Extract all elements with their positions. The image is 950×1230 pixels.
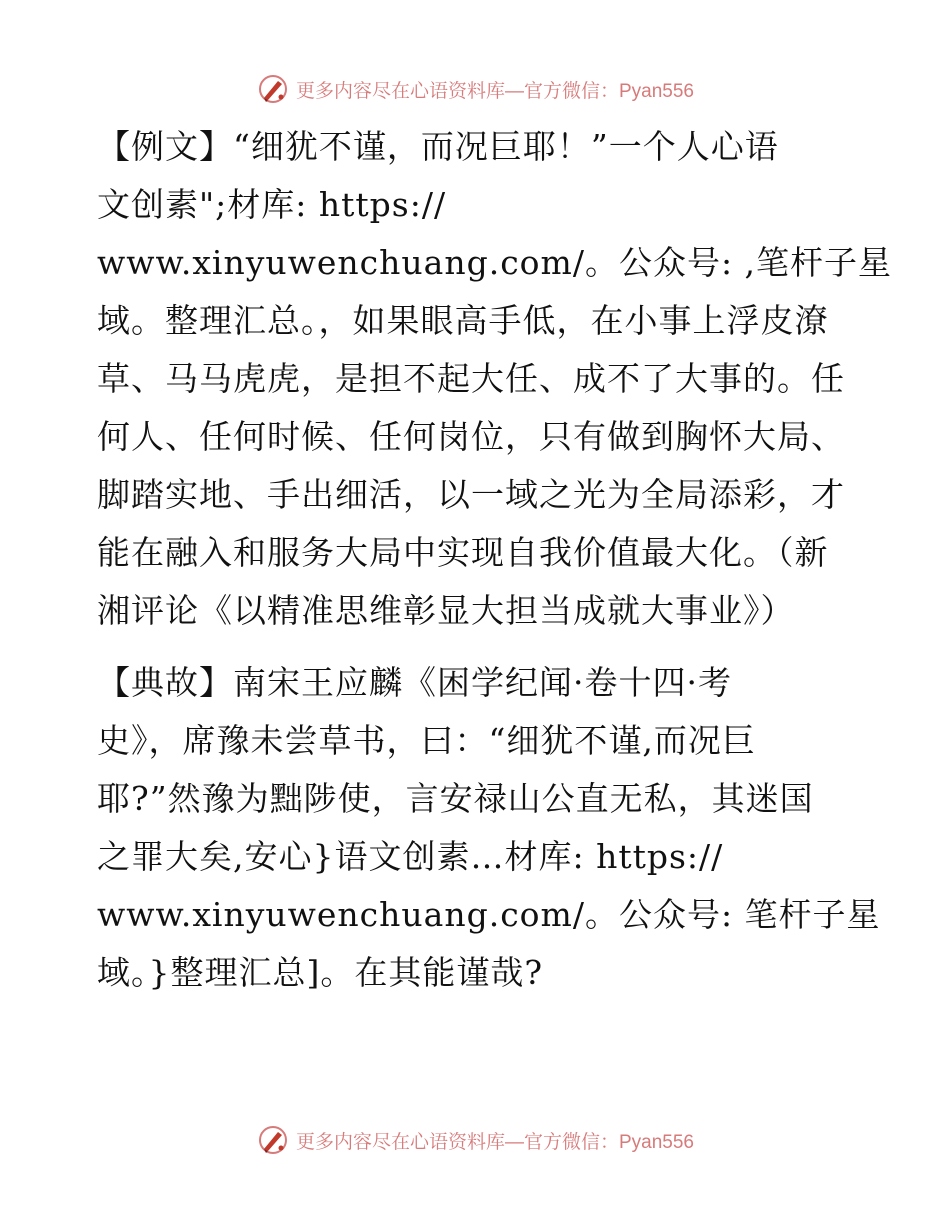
text-line: 【例文】“细犹不谨，而况巨耶！”一个人心语 [97,127,779,166]
text-line: 【典故】南宋王应麟《困学纪闻·卷十四·考 [97,663,732,702]
pen-logo-icon [256,1123,290,1157]
pen-logo-icon [256,72,290,106]
text-line: 何人、任何时候、任何岗位，只有做到胸怀大局、 [97,417,845,456]
text-line: 能在融入和服务大局中实现自我价值最大化。（新 [97,533,829,572]
page-header-watermark [0,72,950,106]
allusion-paragraph [97,654,881,1002]
text-line: 湘评论《以精准思维彰显大担当成就大事业》） [97,591,795,630]
text-line: 耶?”然豫为黜陟使，言安禄山公直无私，其迷国 [97,779,814,818]
text-line: 草、马马虎虎，是担不起大任、成不了大事的。任 [97,359,845,398]
text-line: 史》，席豫未尝草书，曰：“细犹不谨,而况巨 [97,721,756,760]
text-line: 文创素";材库: https:// [97,185,447,224]
footer-watermark-text: 更多内容尽在心语资料库—官方微信：Pyan556 [295,1131,694,1153]
document-body [97,118,893,1002]
example-paragraph [97,118,893,640]
page-footer-watermark [0,1123,950,1157]
text-line: www.xinyuwenchuang.com/。公众号: 笔杆子星 [97,895,881,934]
text-line: 域。整理汇总。，如果眼高手低，在小事上浮皮潦 [97,301,829,340]
text-line: 脚踏实地、手出细活，以一域之光为全局添彩，才 [97,475,845,514]
text-line: 域。}整理汇总]。在其能谨哉? [97,953,544,992]
text-line: www.xinyuwenchuang.com/。公众号: ,笔杆子星 [97,243,893,282]
header-watermark-text: 更多内容尽在心语资料库—官方微信：Pyan556 [295,80,694,102]
text-line: 之罪大矣,安心}语文创素…材库: https:// [97,837,724,876]
